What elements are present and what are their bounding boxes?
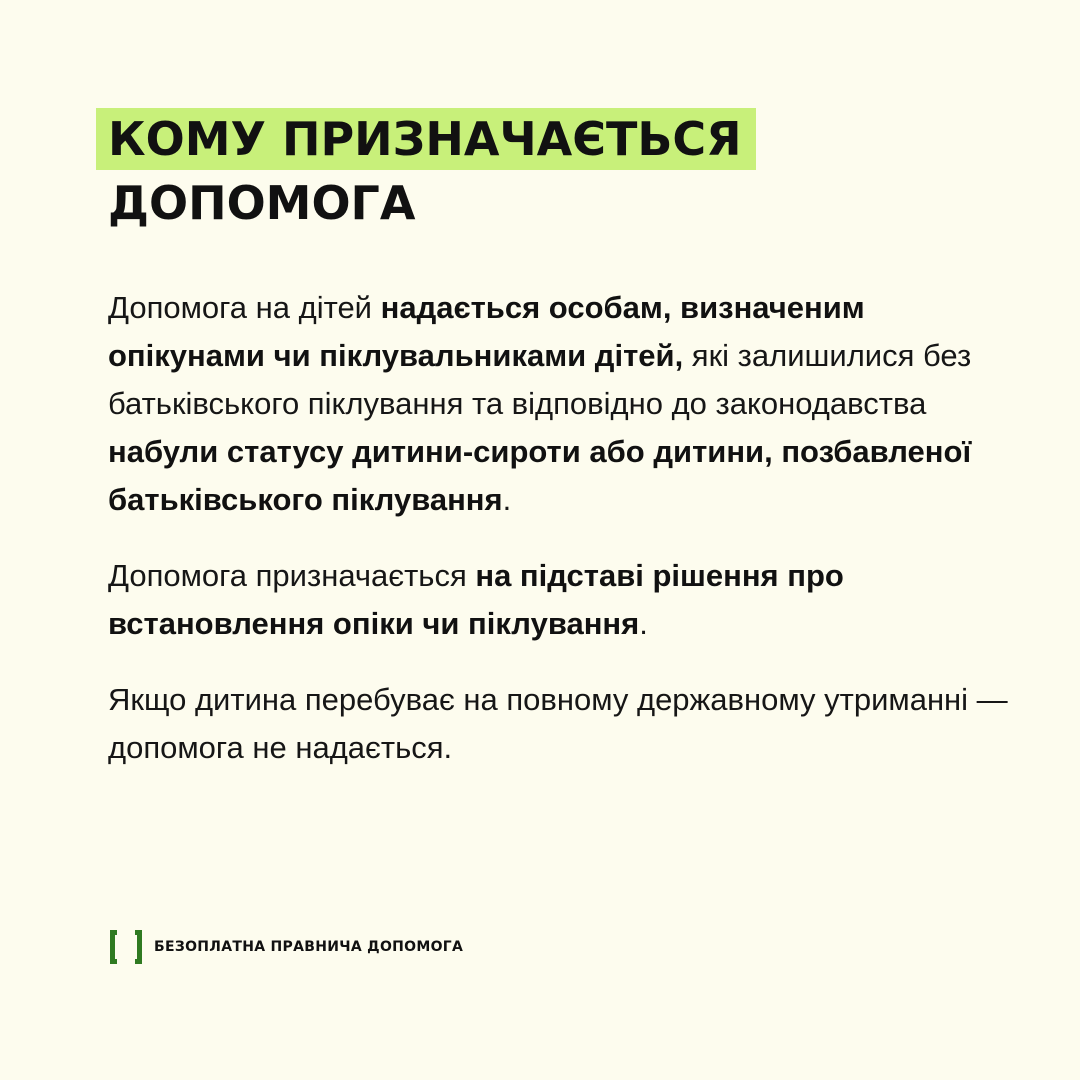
paragraph-emphasis: на підставі рішення про встановлення опіки чи піклування <box>108 558 844 641</box>
paragraph-text: які залишилися без батьківського піклування та відповідно до законодавства <box>108 338 972 421</box>
bracket-logo-icon <box>135 930 142 964</box>
bracket-logo-icon <box>110 930 117 964</box>
paragraph-text: . <box>502 482 512 517</box>
brand-name: БЕЗОПЛАТНА ПРАВНИЧА ДОПОМОГА <box>154 939 464 955</box>
paragraph-exception <box>108 676 1008 772</box>
paragraph-emphasis: набули статусу дитини-сироти або дитини, позбавленої батьківського піклування <box>108 434 972 517</box>
paragraph-eligibility <box>108 284 1008 524</box>
paragraph-basis <box>108 552 1008 648</box>
body-text <box>108 284 1008 800</box>
page-title <box>96 108 756 236</box>
title-highlight: КОМУ ПРИЗНАЧАЄТЬСЯ <box>96 108 756 170</box>
brand-logo <box>110 928 463 966</box>
title-line-2 <box>96 172 756 236</box>
paragraph-text: Допомога на дітей <box>108 290 381 325</box>
paragraph-text: Допомога призначається <box>108 558 476 593</box>
title-line-1 <box>96 108 756 172</box>
paragraph-emphasis: надається особам, визначеним опікунами чи піклувальниками дітей, <box>108 290 865 373</box>
paragraph-text: Якщо дитина перебуває на повному державному утриманні — допомога не надається. <box>108 682 1008 765</box>
paragraph-text: . <box>639 606 648 641</box>
title-text: ДОПОМОГА <box>108 176 416 230</box>
